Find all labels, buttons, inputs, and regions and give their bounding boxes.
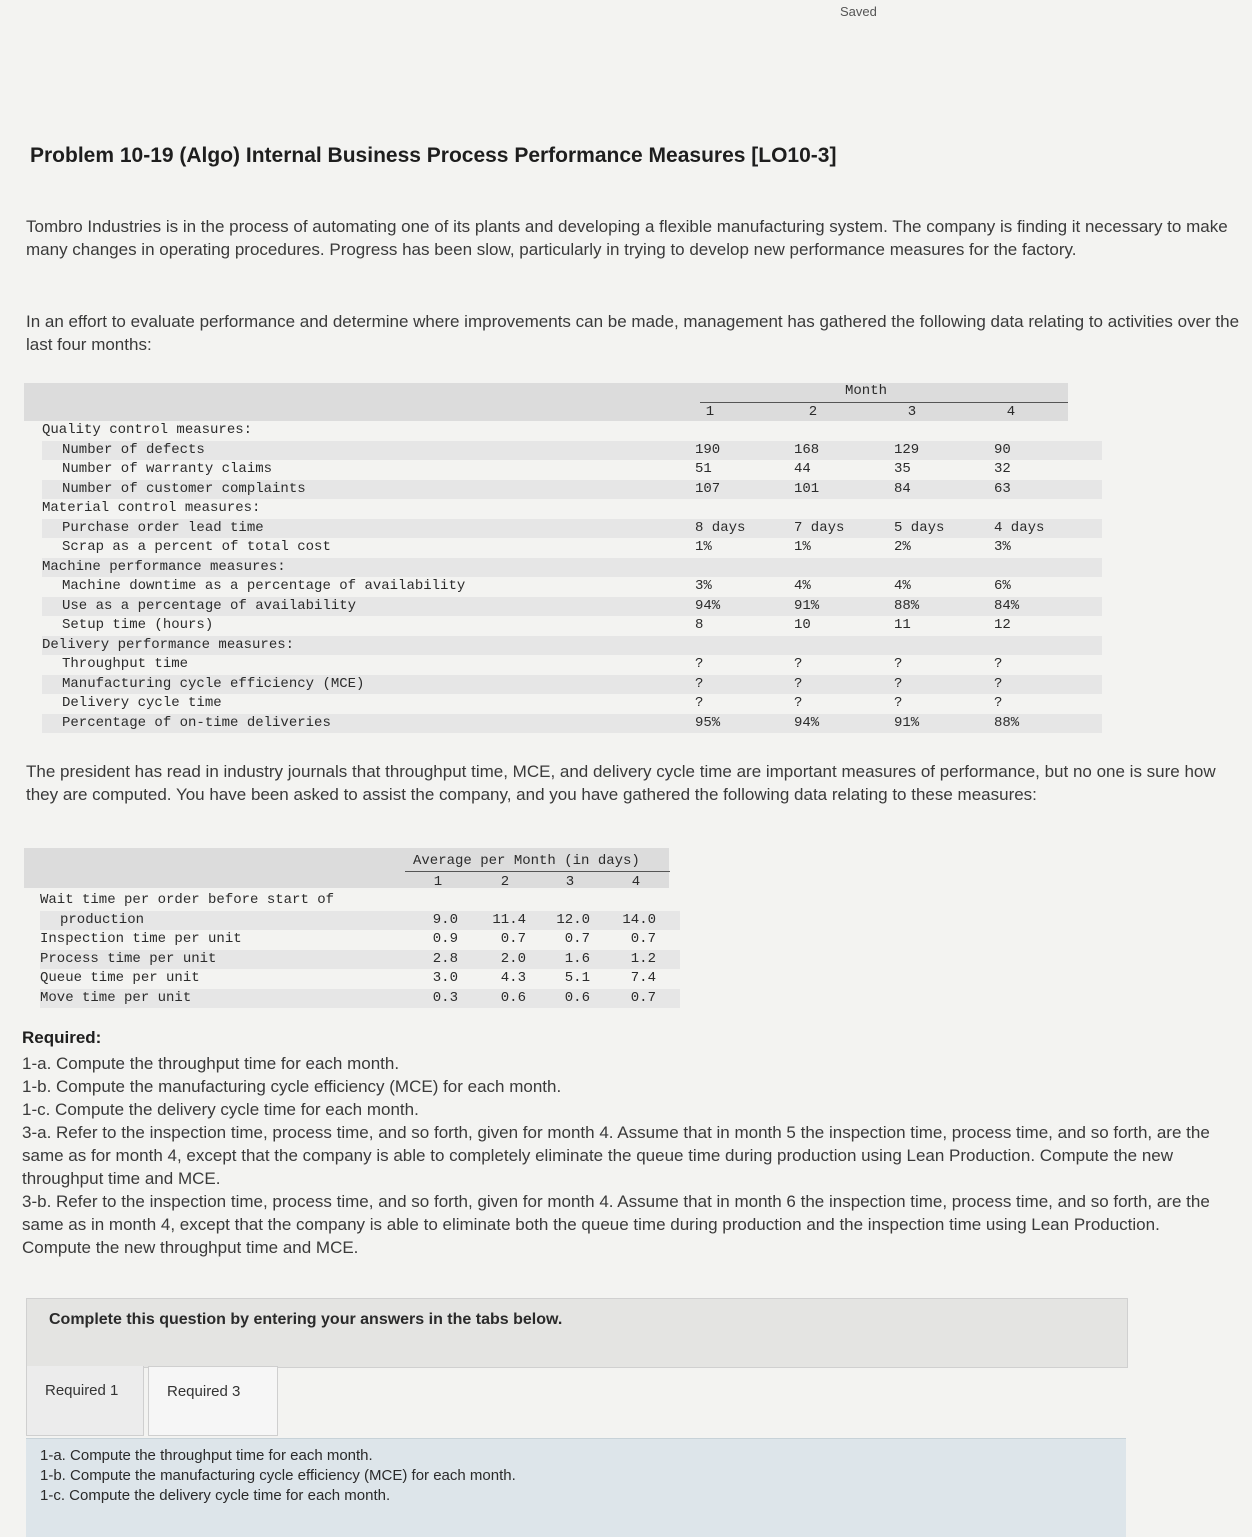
table-row — [42, 616, 1102, 636]
table-row — [42, 538, 1102, 558]
cell: 7.4 — [630, 970, 656, 986]
table-row — [42, 597, 1102, 617]
cell: 35 — [894, 461, 911, 477]
table-row — [40, 950, 680, 970]
cell: 14.0 — [622, 911, 656, 928]
section-heading: Quality control measures: — [42, 422, 253, 438]
cell: 11 — [894, 617, 911, 633]
cell: 2.0 — [500, 950, 526, 967]
row-label: Delivery cycle time — [62, 695, 222, 711]
required-item: 3-a. Refer to the inspection time, process time, and so forth, given for month 4. Assume that in month 5 the inspection time, process time, and so forth, are the same as for month 4, except that the company is able to completely eliminate the queue time during production using Lean Production. Compute the new throughput time and MCE. — [22, 1123, 1210, 1188]
cell: 91% — [894, 714, 920, 731]
table1-col-1: 1 — [705, 404, 715, 420]
cell: 107 — [695, 480, 721, 497]
cell: 190 — [695, 441, 721, 458]
cell: ? — [794, 695, 803, 711]
cell: 94% — [695, 597, 721, 614]
cell: 51 — [695, 461, 712, 477]
cell: 95% — [695, 714, 721, 731]
cell: 4 days — [994, 519, 1045, 536]
table-row — [42, 460, 1102, 480]
table-row — [42, 694, 1102, 714]
cell: 1.2 — [630, 950, 656, 967]
cell: 7 days — [794, 519, 845, 536]
cell: 9.0 — [432, 911, 458, 928]
cell: ? — [695, 695, 704, 711]
row-label: Setup time (hours) — [62, 617, 214, 633]
table-row — [42, 655, 1102, 675]
table2-header-rule — [405, 871, 670, 872]
table2-header: Average per Month (in days) — [413, 853, 640, 869]
table-row — [42, 519, 1102, 539]
table-row — [42, 480, 1102, 500]
cell: 1% — [794, 539, 811, 555]
row-label: Queue time per unit — [40, 970, 200, 986]
cell: 4.3 — [500, 970, 526, 986]
table-row — [40, 911, 680, 931]
table1-month-header: Month — [845, 383, 888, 399]
table1-col-4: 4 — [1006, 404, 1016, 420]
row-label: Machine downtime as a percentage of availability — [62, 578, 466, 594]
section-heading: Delivery performance measures: — [42, 636, 295, 653]
cell: 91% — [794, 597, 820, 614]
row-label: Move time per unit — [40, 989, 192, 1006]
row-label: Throughput time — [62, 656, 189, 672]
section-heading: Material control measures: — [42, 500, 261, 516]
row-label-continued: production — [60, 911, 145, 928]
table2-col-1: 1 — [433, 874, 443, 890]
row-label: Number of customer complaints — [62, 480, 306, 497]
cell: ? — [695, 675, 704, 692]
cell: ? — [994, 695, 1003, 711]
instructions-text: Complete this question by entering your answers in the tabs below. — [49, 1311, 563, 1328]
cell: 12.0 — [556, 911, 590, 928]
cell: 2.8 — [432, 950, 458, 967]
cell: 129 — [894, 441, 920, 458]
cell: ? — [894, 675, 903, 692]
cell: 5.1 — [564, 970, 590, 986]
table2-col-4: 4 — [631, 874, 641, 890]
section-heading-row — [42, 558, 1102, 578]
table-row — [40, 891, 680, 911]
table-row — [40, 989, 680, 1009]
cell: 3% — [695, 578, 712, 594]
tab-content-panel — [26, 1438, 1126, 1537]
required-item: 1-c. Compute the delivery cycle time for each month. — [22, 1100, 419, 1119]
cell: 90 — [994, 441, 1011, 458]
table-row — [42, 675, 1102, 695]
cell: 4% — [794, 578, 811, 594]
section-heading-row — [42, 421, 1102, 441]
row-label: Percentage of on-time deliveries — [62, 714, 331, 731]
cell: 84 — [894, 480, 911, 497]
cell: 101 — [794, 480, 820, 497]
cell: 0.7 — [630, 931, 656, 947]
cell: 88% — [894, 597, 920, 614]
instructions-box — [26, 1298, 1128, 1368]
cell: 88% — [994, 714, 1020, 731]
cell: 1.6 — [564, 950, 590, 967]
president-paragraph: The president has read in industry journals that throughput time, MCE, and delivery cycle time are important measures of performance, but no one is sure how they are computed. You have been asked to assist the company, and you have gathered the following data relating to these measures: — [26, 762, 1216, 804]
cell: 8 days — [695, 519, 746, 536]
table-row — [42, 714, 1102, 734]
cell: ? — [794, 675, 803, 692]
cell: 0.7 — [500, 931, 526, 947]
table1-header-rule — [700, 402, 1068, 403]
table2-col-3: 3 — [565, 874, 575, 890]
tab-instruction: 1-b. Compute the manufacturing cycle efficiency (MCE) for each month. — [40, 1467, 516, 1484]
table-row — [40, 930, 680, 950]
time-data-table — [40, 891, 680, 1008]
row-label: Number of warranty claims — [62, 461, 273, 477]
intro-paragraph-2: In an effort to evaluate performance and determine where improvements can be made, management has gathered the following data relating to activities over the last four months: — [26, 312, 1240, 354]
required-item: 1-a. Compute the throughput time for each month. — [22, 1054, 400, 1073]
cell: 0.6 — [500, 989, 526, 1006]
tab-instruction: 1-c. Compute the delivery cycle time for each month. — [40, 1487, 391, 1504]
intro-paragraph-1: Tombro Industries is in the process of automating one of its plants and developing a flexible manufacturing system. The company is finding it necessary to make many changes in operating procedures. Progress has been slow, particularly in trying to develop new performance measures for the factory. — [26, 217, 1228, 259]
performance-measures-table — [42, 421, 1102, 733]
cell: 2% — [894, 539, 911, 555]
problem-title: Problem 10-19 (Algo) Internal Business Process Performance Measures [LO10-3] — [30, 144, 837, 167]
table-row — [42, 441, 1102, 461]
row-label: Number of defects — [62, 441, 205, 458]
required-item: 3-b. Refer to the inspection time, process time, and so forth, given for month 4. Assume that in month 6 the inspection time, process time, and so forth, are the same as in month 4, except that the company is able to eliminate both the queue time during production and the inspection time using Lean Production. Compute the new throughput time and MCE. — [22, 1192, 1210, 1257]
row-label: Use as a percentage of availability — [62, 597, 357, 614]
required-list — [22, 1052, 1222, 1259]
cell: 94% — [794, 714, 820, 731]
cell: ? — [695, 656, 704, 672]
cell: ? — [794, 656, 803, 672]
cell: 0.3 — [432, 989, 458, 1006]
row-label: Process time per unit — [40, 950, 217, 967]
cell: 0.9 — [432, 931, 458, 947]
cell: 12 — [994, 617, 1011, 633]
row-label: Inspection time per unit — [40, 931, 242, 947]
cell: 1% — [695, 539, 712, 555]
cell: 10 — [794, 617, 811, 633]
tab-instruction: 1-a. Compute the throughput time for each month. — [40, 1447, 373, 1464]
cell: 6% — [994, 578, 1011, 594]
row-label: Scrap as a percent of total cost — [62, 539, 331, 555]
table2-col-2: 2 — [500, 874, 510, 890]
section-heading-row — [42, 499, 1102, 519]
tab-required-3[interactable]: Required 3 — [148, 1366, 278, 1436]
cell: 44 — [794, 461, 811, 477]
required-title: Required: — [22, 1028, 102, 1047]
cell: 3% — [994, 539, 1011, 555]
table1-col-2: 2 — [808, 404, 818, 420]
table-row — [42, 577, 1102, 597]
cell: 3.0 — [432, 970, 458, 986]
cell: 0.7 — [564, 931, 590, 947]
cell: 11.4 — [492, 911, 526, 928]
row-label: Manufacturing cycle efficiency (MCE) — [62, 675, 365, 692]
cell: ? — [894, 695, 903, 711]
cell: ? — [994, 656, 1003, 672]
cell: 5 days — [894, 519, 945, 536]
row-label: Wait time per order before start of — [40, 892, 335, 908]
cell: ? — [894, 656, 903, 672]
table-row — [40, 969, 680, 989]
table1-col-3: 3 — [907, 404, 917, 420]
cell: 63 — [994, 480, 1011, 497]
required-item: 1-b. Compute the manufacturing cycle efficiency (MCE) for each month. — [22, 1077, 562, 1096]
cell: 32 — [994, 461, 1011, 477]
saved-status: Saved — [840, 4, 877, 19]
cell: 84% — [994, 597, 1020, 614]
section-heading: Machine performance measures: — [42, 558, 286, 575]
cell: 8 — [695, 617, 704, 633]
cell: 0.7 — [630, 989, 656, 1006]
section-heading-row — [42, 636, 1102, 656]
tab-required-1[interactable]: Required 1 — [26, 1366, 144, 1436]
row-label: Purchase order lead time — [62, 519, 264, 536]
cell: 168 — [794, 441, 820, 458]
cell: 4% — [894, 578, 911, 594]
cell: 0.6 — [564, 989, 590, 1006]
cell: ? — [994, 675, 1003, 692]
